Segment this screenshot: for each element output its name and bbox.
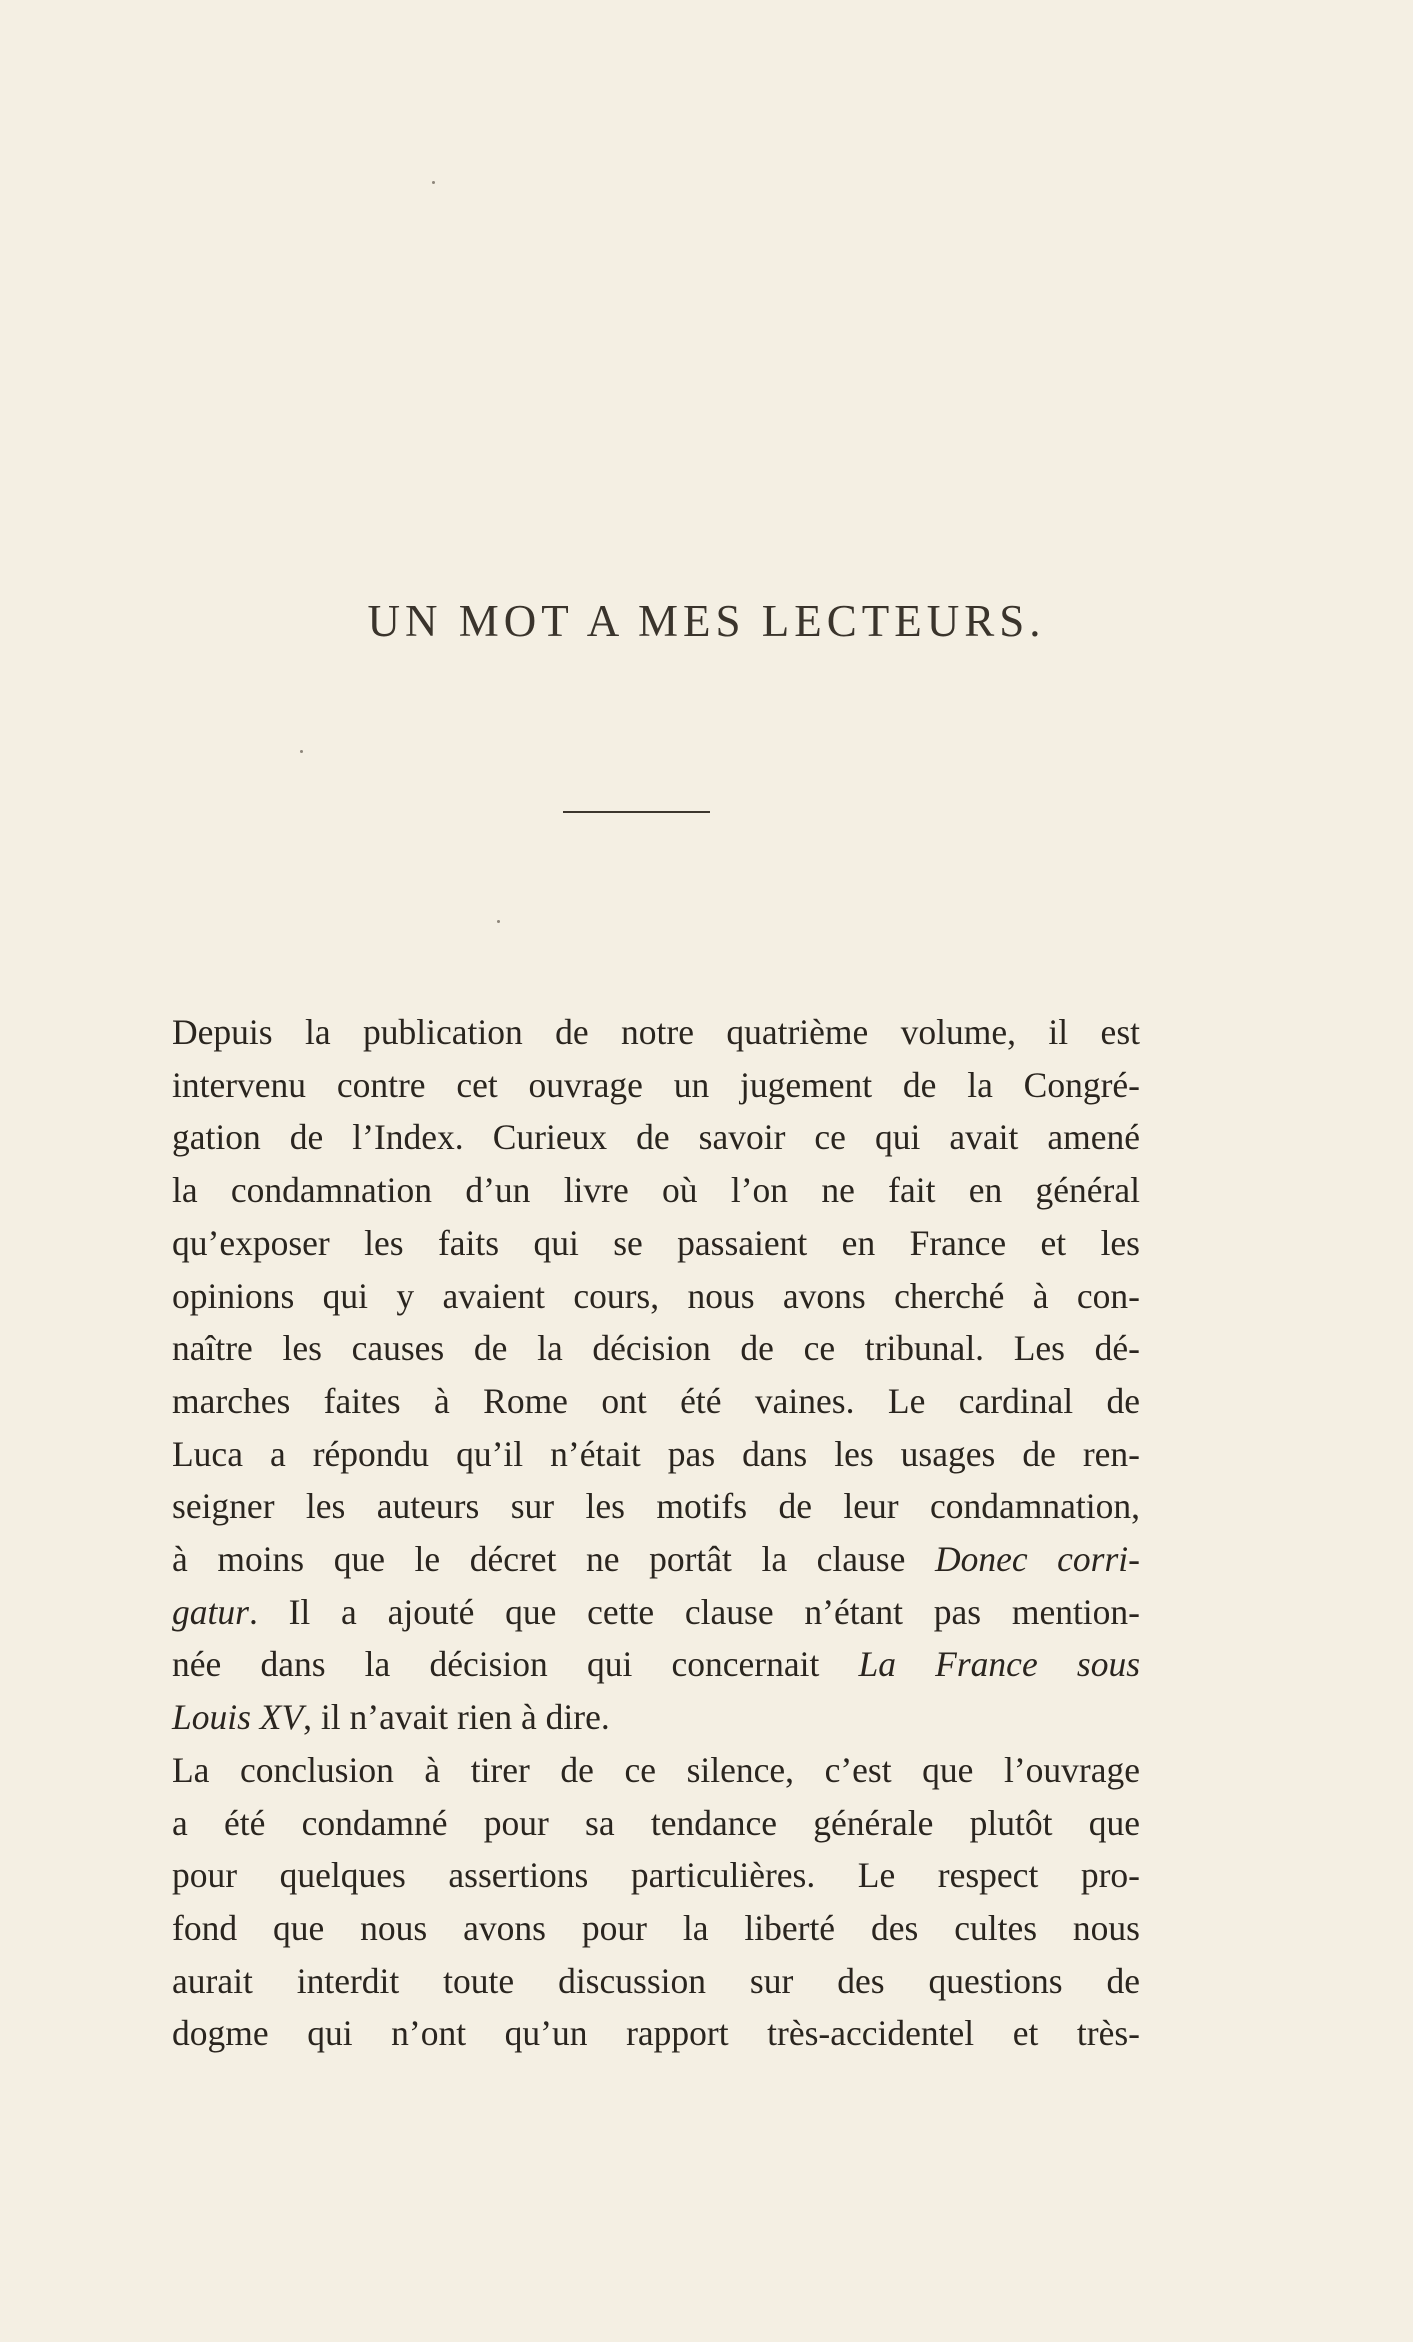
text-line: intervenu contre cet ouvrage un jugement de la Congré- <box>172 1064 1140 1105</box>
italic-text: La France sous <box>858 1644 1141 1685</box>
text-line <box>172 1638 1140 1691</box>
text-segment: née dans la décision qui concernait <box>172 1644 859 1685</box>
text-line <box>172 1586 1140 1639</box>
text-line <box>172 1691 1140 1744</box>
text-line: gation de l’Index. Curieux de savoir ce qui avait amené <box>172 1117 1140 1158</box>
text-segment: . Il a ajouté que cette clause n’étant pas mention- <box>248 1591 1140 1632</box>
text-line: dogme qui n’ont qu’un rapport très-accidentel et très- <box>172 2013 1140 2054</box>
paragraph-2 <box>172 1744 1140 2060</box>
italic-text: Louis XV <box>172 1697 304 1738</box>
text-line: fond que nous avons pour la liberté des cultes nous <box>172 1907 1140 1948</box>
paper-speck <box>300 750 303 753</box>
text-line: aurait interdit toute discussion sur des questions de <box>172 1960 1140 2001</box>
text-segment: à moins que le décret ne portât la clause <box>172 1539 935 1580</box>
chapter-title: UN MOT A MES LECTEURS. <box>367 596 1046 646</box>
text-line <box>172 1533 1140 1586</box>
text-line: pour quelques assertions particulières. Le respect pro- <box>172 1855 1140 1896</box>
text-line: Luca a répondu qu’il n’était pas dans les usages de ren- <box>172 1433 1140 1474</box>
text-line: opinions qui y avaient cours, nous avons cherché à con- <box>172 1275 1140 1316</box>
text-line: La conclusion à tirer de ce silence, c’est que l’ouvrage <box>172 1749 1140 1790</box>
italic-text: Donec corri- <box>934 1539 1140 1580</box>
text-line: seigner les auteurs sur les motifs de leur condamnation, <box>172 1486 1140 1527</box>
text-segment: , il n’avait rien à dire. <box>303 1697 610 1738</box>
text-line: la condamnation d’un livre où l’on ne fait en général <box>172 1170 1140 1211</box>
paper-speck <box>497 920 500 923</box>
paper-speck <box>432 181 435 184</box>
paragraph-1 <box>172 1006 1140 1744</box>
text-line: naître les causes de la décision de ce tribunal. Les dé- <box>172 1328 1140 1369</box>
italic-text: gatur <box>172 1591 249 1632</box>
text-line: marches faites à Rome ont été vaines. Le cardinal de <box>172 1380 1140 1421</box>
text-line: a été condamné pour sa tendance générale plutôt que <box>172 1802 1140 1843</box>
text-line: qu’exposer les faits qui se passaient en France et les <box>172 1222 1140 1263</box>
title-rule <box>563 811 710 813</box>
body-text <box>172 1006 1140 2060</box>
text-line: Depuis la publication de notre quatrième volume, il est <box>172 1012 1140 1052</box>
